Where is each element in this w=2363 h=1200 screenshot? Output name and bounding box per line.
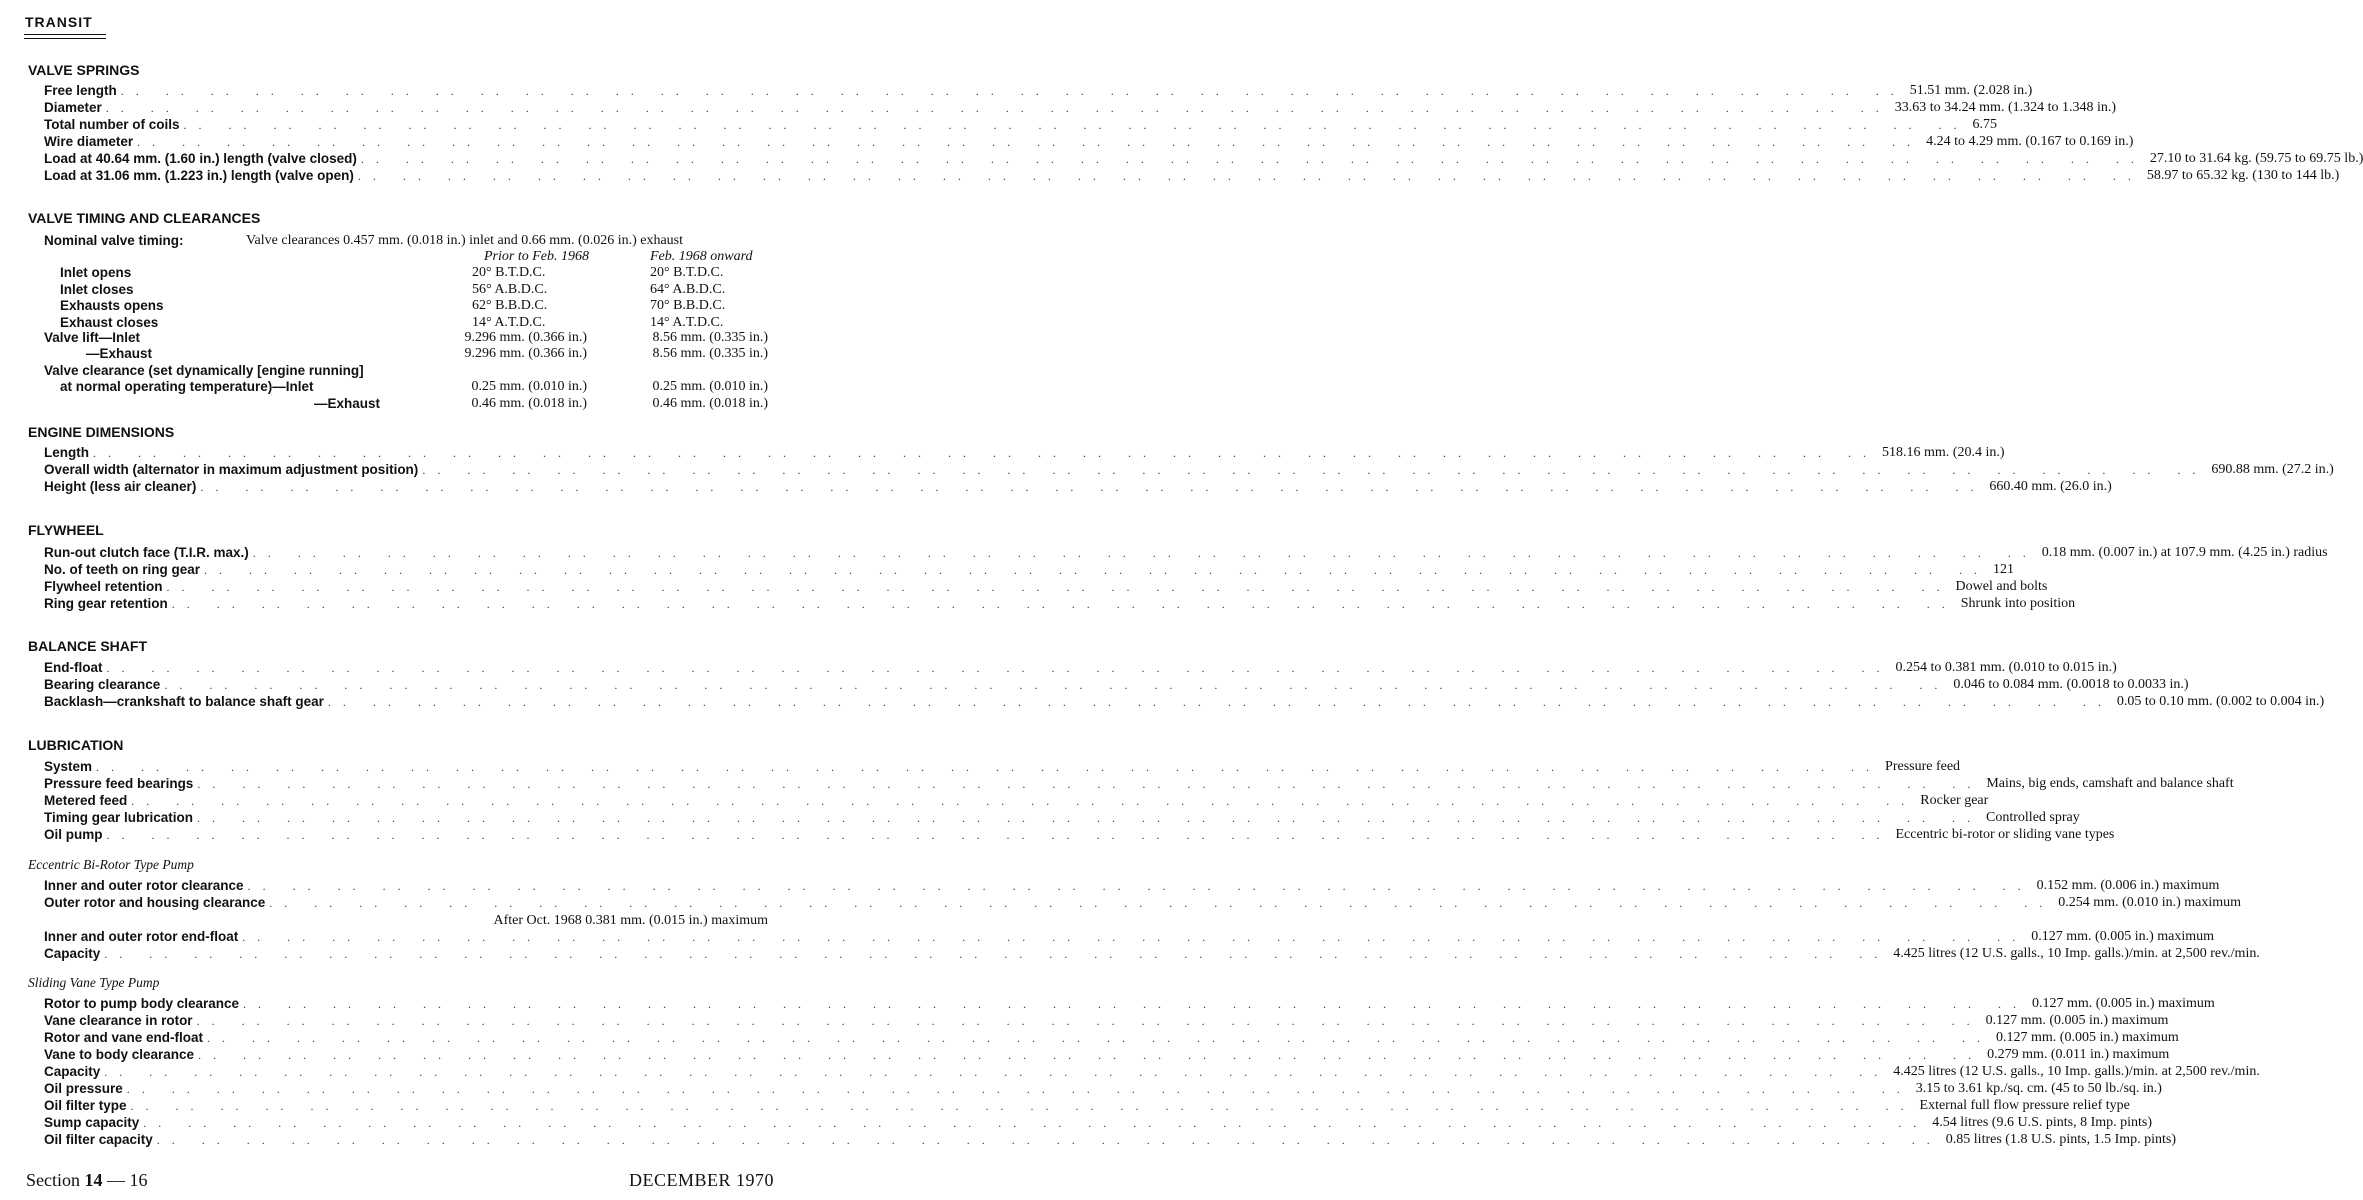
leader-dots: .. .. .. .. .. .. .. .. .. .. .. .. .. .. .. .. .. .. .. .. .. .. .. .. .. .. .. .. .. .. .. .. .. .. .. .. .. .. .. ..	[96, 760, 1882, 774]
spec-label: Rotor and vane end-float	[44, 1030, 204, 1045]
spec-label: Capacity	[44, 946, 101, 961]
spec-label: Overall width (alternator in maximum adjustment position)	[44, 462, 419, 477]
column-header-prior: Prior to Feb. 1968	[484, 249, 589, 264]
footer-date: DECEMBER 1970	[628, 1170, 774, 1190]
spec-row	[44, 928, 2215, 945]
timing-value-prior: 56° A.B.D.C.	[472, 281, 548, 297]
leader-dots: .. .. .. .. .. .. .. .. .. .. .. .. .. .. .. .. .. .. .. .. .. .. .. .. .. .. .. .. .. .. .. .. .. .. .. .. .. .. .. ..	[166, 580, 1952, 594]
valve-lift-inlet-label: Valve lift—Inlet	[44, 330, 141, 345]
leader-dots: .. .. .. .. .. .. .. .. .. .. .. .. .. .. .. .. .. .. .. .. .. .. .. .. .. .. .. .. .. .. .. .. .. .. .. .. .. .. .. ..	[207, 1031, 1993, 1045]
spec-value: 660.40 mm. (26.0 in.)	[1989, 479, 2112, 494]
valve-lift-exhaust-value-onward: 8.56 mm. (0.335 in.)	[652, 346, 768, 361]
leader-dots: .. .. .. .. .. .. .. .. .. .. .. .. .. .. .. .. .. .. .. .. .. .. .. .. .. .. .. .. .. .. .. .. .. .. .. .. .. .. .. ..	[104, 947, 1890, 961]
leader-dots: .. .. .. .. .. .. .. .. .. .. .. .. .. .. .. .. .. .. .. .. .. .. .. .. .. .. .. .. .. .. .. .. .. .. .. .. .. .. .. ..	[137, 135, 1923, 149]
spec-value: 4.24 to 4.29 mm. (0.167 to 0.169 in.)	[1926, 134, 2134, 149]
spec-value: 6.75	[1972, 117, 1998, 132]
leader-dots: .. .. .. .. .. .. .. .. .. .. .. .. .. .. .. .. .. .. .. .. .. .. .. .. .. .. .. .. .. .. .. .. .. .. .. .. .. .. .. ..	[357, 169, 2143, 183]
spec-value: 33.63 to 34.24 mm. (1.324 to 1.348 in.)	[1894, 100, 2117, 115]
subsection-title-bi-rotor: Eccentric Bi-Rotor Type Pump	[28, 857, 194, 872]
spec-label: Oil filter type	[44, 1098, 127, 1113]
leader-dots: .. .. .. .. .. .. .. .. .. .. .. .. .. .. .. .. .. .. .. .. .. .. .. .. .. .. .. .. .. .. .. .. .. .. .. .. .. .. .. ..	[183, 118, 1969, 132]
spec-row	[44, 116, 1998, 133]
spec-label: Free length	[44, 83, 117, 98]
spec-row	[44, 826, 2115, 843]
timing-value-prior: 62° B.B.D.C.	[472, 298, 548, 313]
spec-value: 4.425 litres (12 U.S. galls., 10 Imp. galls.)/min. at 2,500 rev./min.	[1893, 1064, 2260, 1079]
valve-clearance-inlet-value-prior: 0.25 mm. (0.010 in.)	[471, 379, 587, 394]
spec-value: External full flow pressure relief type	[1919, 1098, 2130, 1113]
spec-label: Length	[44, 445, 89, 460]
footer-section	[26, 1170, 148, 1191]
spec-row	[44, 995, 2215, 1012]
footer-section-number: 14	[84, 1170, 103, 1190]
spec-row	[44, 1029, 2179, 1046]
spec-row	[44, 775, 2234, 792]
spec-value: 4.425 litres (12 U.S. galls., 10 Imp. galls.)/min. at 2,500 rev./min.	[1893, 946, 2260, 961]
spec-label: Pressure feed bearings	[44, 776, 194, 791]
column-header-onward: Feb. 1968 onward	[650, 249, 753, 264]
spec-label: Metered feed	[44, 793, 128, 808]
spec-label: System	[44, 759, 93, 774]
leader-dots: .. .. .. .. .. .. .. .. .. .. .. .. .. .. .. .. .. .. .. .. .. .. .. .. .. .. .. .. .. .. .. .. .. .. .. .. .. .. .. ..	[93, 446, 1878, 460]
spec-row	[44, 1097, 2130, 1114]
spec-row	[44, 595, 2076, 612]
leader-dots: .. .. .. .. .. .. .. .. .. .. .. .. .. .. .. .. .. .. .. .. .. .. .. .. .. .. .. .. .. .. .. .. .. .. .. .. .. .. .. ..	[164, 678, 1950, 692]
spec-value: 0.127 mm. (0.005 in.) maximum	[2032, 996, 2215, 1011]
spec-label: Oil pump	[44, 827, 103, 842]
after-oct-1968-note: After Oct. 1968 0.381 mm. (0.015 in.) maximum	[493, 913, 768, 928]
spec-label: Oil pressure	[44, 1081, 123, 1096]
spec-label: Timing gear lubrication	[44, 810, 194, 825]
valve-clearance-exhaust-value-prior: 0.46 mm. (0.018 in.)	[471, 396, 587, 411]
spec-row	[44, 578, 2048, 595]
leader-dots: .. .. .. .. .. .. .. .. .. .. .. .. .. .. .. .. .. .. .. .. .. .. .. .. .. .. .. .. .. .. .. .. .. .. .. .. .. .. .. ..	[204, 563, 1990, 577]
valve-clearance-inlet-label: at normal operating temperature)—Inlet	[60, 379, 314, 394]
leader-dots: .. .. .. .. .. .. .. .. .. .. .. .. .. .. .. .. .. .. .. .. .. .. .. .. .. .. .. .. .. .. .. .. .. .. .. .. .. .. .. ..	[104, 1065, 1890, 1079]
header-rule	[24, 34, 106, 35]
timing-value-onward: 70° B.B.D.C.	[650, 298, 726, 313]
leader-dots: .. .. .. .. .. .. .. .. .. .. .. .. .. .. .. .. .. .. .. .. .. .. .. .. .. .. .. .. .. .. .. .. .. .. .. .. .. .. .. ..	[126, 1082, 1912, 1096]
footer-section-prefix: Section	[26, 1170, 80, 1190]
section-title-engine-dimensions: ENGINE DIMENSIONS	[28, 424, 175, 440]
spec-value: 27.10 to 31.64 kg. (59.75 to 69.75 lb.)	[2149, 151, 2363, 166]
spec-label: Backlash—crankshaft to balance shaft gear	[44, 694, 324, 709]
spec-row	[44, 1046, 2170, 1063]
leader-dots: .. .. .. .. .. .. .. .. .. .. .. .. .. .. .. .. .. .. .. .. .. .. .. .. .. .. .. .. .. .. .. .. .. .. .. .. .. .. .. ..	[247, 879, 2033, 893]
spec-value: 0.254 mm. (0.010 in.) maximum	[2058, 895, 2242, 910]
spec-label: Oil filter capacity	[44, 1132, 153, 1147]
spec-row	[44, 461, 2334, 478]
spec-value: 121	[1993, 562, 2015, 577]
spec-value: 4.54 litres (9.6 U.S. pints, 8 Imp. pints)	[1932, 1115, 2153, 1130]
nominal-timing-label: Nominal valve timing:	[44, 233, 184, 248]
spec-row	[44, 150, 2363, 167]
leader-dots: .. .. .. .. .. .. .. .. .. .. .. .. .. .. .. .. .. .. .. .. .. .. .. .. .. .. .. .. .. .. .. .. .. .. .. .. .. .. .. ..	[156, 1133, 1942, 1147]
spec-label: No. of teeth on ring gear	[44, 562, 201, 577]
valve-lift-exhaust-value-prior: 9.296 mm. (0.366 in.)	[464, 346, 587, 361]
leader-dots: .. .. .. .. .. .. .. .. .. .. .. .. .. .. .. .. .. .. .. .. .. .. .. .. .. .. .. .. .. .. .. .. .. .. .. .. .. .. .. ..	[327, 695, 2113, 709]
section-title-valve-timing: VALVE TIMING AND CLEARANCES	[28, 210, 261, 226]
spec-label: Load at 40.64 mm. (1.60 in.) length (valve closed)	[44, 151, 357, 166]
spec-label: Diameter	[44, 100, 102, 115]
spec-label: Capacity	[44, 1064, 101, 1079]
spec-row	[44, 133, 2134, 150]
leader-dots: .. .. .. .. .. .. .. .. .. .. .. .. .. .. .. .. .. .. .. .. .. .. .. .. .. .. .. .. .. .. .. .. .. .. .. .. .. .. .. ..	[242, 930, 2028, 944]
timing-value-prior: 20° B.T.D.C.	[472, 265, 546, 280]
spec-label: Outer rotor and housing clearance	[44, 895, 266, 910]
header-rule	[24, 38, 106, 39]
spec-row	[44, 444, 2005, 461]
leader-dots: .. .. .. .. .. .. .. .. .. .. .. .. .. .. .. .. .. .. .. .. .. .. .. .. .. .. .. .. .. .. .. .. .. .. .. .. .. .. .. ..	[197, 777, 1983, 791]
leader-dots: .. .. .. .. .. .. .. .. .. .. .. .. .. .. .. .. .. .. .. .. .. .. .. .. .. .. .. .. .. .. .. .. .. .. .. .. .. .. .. ..	[360, 152, 2146, 166]
leader-dots: .. .. .. .. .. .. .. .. .. .. .. .. .. .. .. .. .. .. .. .. .. .. .. .. .. .. .. .. .. .. .. .. .. .. .. .. .. .. .. ..	[252, 546, 2038, 560]
timing-label: Inlet opens	[60, 265, 132, 280]
leader-dots: .. .. .. .. .. .. .. .. .. .. .. .. .. .. .. .. .. .. .. .. .. .. .. .. .. .. .. .. .. .. .. .. .. .. .. .. .. .. .. ..	[200, 480, 1986, 494]
spec-label: Wire diameter	[44, 134, 134, 149]
leader-dots: .. .. .. .. .. .. .. .. .. .. .. .. .. .. .. .. .. .. .. .. .. .. .. .. .. .. .. .. .. .. .. .. .. .. .. .. .. .. .. ..	[422, 463, 2208, 477]
spec-row	[44, 99, 2117, 116]
spec-row	[44, 1131, 2177, 1148]
timing-value-onward: 20° B.T.D.C.	[650, 265, 724, 280]
spec-value: Mains, big ends, camshaft and balance shaft	[1986, 776, 2234, 791]
spec-label: Bearing clearance	[44, 677, 161, 692]
leader-dots: .. .. .. .. .. .. .. .. .. .. .. .. .. .. .. .. .. .. .. .. .. .. .. .. .. .. .. .. .. .. .. .. .. .. .. .. .. .. .. ..	[196, 1014, 1982, 1028]
leader-dots: .. .. .. .. .. .. .. .. .. .. .. .. .. .. .. .. .. .. .. .. .. .. .. .. .. .. .. .. .. .. .. .. .. .. .. .. .. .. .. ..	[197, 811, 1983, 825]
spec-label: Height (less air cleaner)	[44, 479, 197, 494]
spec-row	[44, 945, 2260, 962]
valve-clearance-label: Valve clearance (set dynamically [engine running]	[44, 363, 364, 378]
page-header: TRANSIT	[25, 14, 93, 30]
timing-value-onward: 14° A.T.D.C.	[650, 314, 724, 330]
footer-page-suffix: — 16	[107, 1170, 148, 1190]
spec-value: Controlled spray	[1986, 810, 2080, 825]
timing-label: Exhaust closes	[60, 314, 159, 330]
timing-value-prior: 14° A.T.D.C.	[472, 314, 546, 330]
spec-row	[44, 1114, 2153, 1131]
spec-row	[44, 758, 1961, 775]
spec-row	[44, 167, 2340, 184]
leader-dots: .. .. .. .. .. .. .. .. .. .. .. .. .. .. .. .. .. .. .. .. .. .. .. .. .. .. .. .. .. .. .. .. .. .. .. .. .. .. .. ..	[106, 661, 1892, 675]
leader-dots: .. .. .. .. .. .. .. .. .. .. .. .. .. .. .. .. .. .. .. .. .. .. .. .. .. .. .. .. .. .. .. .. .. .. .. .. .. .. .. ..	[131, 794, 1917, 808]
spec-row	[44, 82, 2033, 99]
spec-value: 0.152 mm. (0.006 in.) maximum	[2036, 878, 2220, 893]
spec-row	[44, 676, 2189, 693]
leader-dots: .. .. .. .. .. .. .. .. .. .. .. .. .. .. .. .. .. .. .. .. .. .. .. .. .. .. .. .. .. .. .. .. .. .. .. .. .. .. .. ..	[130, 1099, 1916, 1113]
leader-dots: .. .. .. .. .. .. .. .. .. .. .. .. .. .. .. .. .. .. .. .. .. .. .. .. .. .. .. .. .. .. .. .. .. .. .. .. .. .. .. ..	[143, 1116, 1929, 1130]
spec-row	[44, 693, 2325, 710]
spec-label: Load at 31.06 mm. (1.223 in.) length (valve open)	[44, 168, 354, 183]
spec-row	[44, 544, 2328, 561]
timing-label: Inlet closes	[60, 281, 134, 297]
spec-row	[44, 894, 2242, 911]
spec-value: 0.18 mm. (0.007 in.) at 107.9 mm. (4.25 in.) radius	[2041, 545, 2328, 560]
valve-lift-inlet-value-prior: 9.296 mm. (0.366 in.)	[464, 330, 587, 345]
spec-row	[44, 1012, 2169, 1029]
spec-value: 0.046 to 0.084 mm. (0.0018 to 0.0033 in.)	[1953, 677, 2189, 692]
timing-value-onward: 64° A.B.D.C.	[650, 281, 726, 297]
spec-value: 0.05 to 0.10 mm. (0.002 to 0.004 in.)	[2116, 694, 2325, 709]
leader-dots: .. .. .. .. .. .. .. .. .. .. .. .. .. .. .. .. .. .. .. .. .. .. .. .. .. .. .. .. .. .. .. .. .. .. .. .. .. .. .. ..	[171, 597, 1957, 611]
leader-dots: .. .. .. .. .. .. .. .. .. .. .. .. .. .. .. .. .. .. .. .. .. .. .. .. .. .. .. .. .. .. .. .. .. .. .. .. .. .. .. ..	[106, 828, 1892, 842]
spec-label: Inner and outer rotor clearance	[44, 878, 244, 893]
spec-label: Ring gear retention	[44, 596, 168, 611]
valve-clearance-exhaust-label: —Exhaust	[314, 396, 381, 411]
section-title-valve-springs: VALVE SPRINGS	[28, 62, 140, 78]
spec-label: Total number of coils	[44, 117, 180, 132]
spec-label: Vane to body clearance	[44, 1047, 195, 1062]
spec-value: Shrunk into position	[1960, 596, 2076, 611]
spec-value: 0.279 mm. (0.011 in.) maximum	[1987, 1047, 2170, 1062]
valve-lift-inlet-value-onward: 8.56 mm. (0.335 in.)	[652, 330, 768, 345]
spec-label: End-float	[44, 660, 103, 675]
spec-row	[44, 792, 1989, 809]
valve-clearance-exhaust-value-onward: 0.46 mm. (0.018 in.)	[652, 396, 768, 411]
spec-value: 51.51 mm. (2.028 in.)	[1909, 83, 2033, 98]
spec-value: Dowel and bolts	[1955, 579, 2048, 594]
spec-label: Run-out clutch face (T.I.R. max.)	[44, 545, 249, 560]
spec-label: Flywheel retention	[44, 579, 163, 594]
spec-row	[44, 809, 2080, 826]
spec-value: 0.127 mm. (0.005 in.) maximum	[1996, 1030, 2179, 1045]
spec-label: Vane clearance in rotor	[44, 1013, 193, 1028]
spec-label: Sump capacity	[44, 1115, 140, 1130]
spec-row	[44, 561, 2015, 578]
spec-value: 690.88 mm. (27.2 in.)	[2211, 462, 2334, 477]
valve-clearance-inlet-value-onward: 0.25 mm. (0.010 in.)	[652, 379, 768, 394]
subsection-title-sliding-vane: Sliding Vane Type Pump	[28, 975, 160, 990]
spec-label: Rotor to pump body clearance	[44, 996, 240, 1011]
spec-row	[44, 1080, 2162, 1097]
spec-value: 58.97 to 65.32 kg. (130 to 144 lb.)	[2146, 168, 2340, 183]
section-title-balance-shaft: BALANCE SHAFT	[28, 638, 147, 654]
section-title-flywheel: FLYWHEEL	[28, 522, 104, 538]
spec-value: Rocker gear	[1920, 793, 1989, 808]
spec-value: 3.15 to 3.61 kp./sq. cm. (45 to 50 lb./sq. in.)	[1915, 1081, 2162, 1096]
timing-label: Exhausts opens	[60, 298, 164, 313]
spec-label: Inner and outer rotor end-float	[44, 929, 239, 944]
spec-value: 0.85 litres (1.8 U.S. pints, 1.5 Imp. pints)	[1945, 1132, 2177, 1147]
spec-row	[44, 478, 2112, 495]
spec-value: Pressure feed	[1885, 759, 1961, 774]
nominal-timing-text: Valve clearances 0.457 mm. (0.018 in.) inlet and 0.66 mm. (0.026 in.) exhaust	[246, 233, 684, 248]
spec-row	[44, 877, 2220, 894]
leader-dots: .. .. .. .. .. .. .. .. .. .. .. .. .. .. .. .. .. .. .. .. .. .. .. .. .. .. .. .. .. .. .. .. .. .. .. .. .. .. .. ..	[198, 1048, 1984, 1062]
leader-dots: .. .. .. .. .. .. .. .. .. .. .. .. .. .. .. .. .. .. .. .. .. .. .. .. .. .. .. .. .. .. .. .. .. .. .. .. .. .. .. ..	[120, 84, 1906, 98]
leader-dots: .. .. .. .. .. .. .. .. .. .. .. .. .. .. .. .. .. .. .. .. .. .. .. .. .. .. .. .. .. .. .. .. .. .. .. .. .. .. .. ..	[243, 997, 2029, 1011]
valve-lift-exhaust-label: —Exhaust	[86, 346, 153, 361]
section-title-lubrication: LUBRICATION	[28, 737, 124, 753]
leader-dots: .. .. .. .. .. .. .. .. .. .. .. .. .. .. .. .. .. .. .. .. .. .. .. .. .. .. .. .. .. .. .. .. .. .. .. .. .. .. .. ..	[269, 896, 2055, 910]
spec-row	[44, 659, 2117, 676]
spec-row	[44, 1063, 2260, 1080]
spec-value: 0.127 mm. (0.005 in.) maximum	[1985, 1013, 2169, 1028]
spec-value: 0.127 mm. (0.005 in.) maximum	[2031, 929, 2215, 944]
spec-value: 518.16 mm. (20.4 in.)	[1882, 445, 2005, 460]
leader-dots: .. .. .. .. .. .. .. .. .. .. .. .. .. .. .. .. .. .. .. .. .. .. .. .. .. .. .. .. .. .. .. .. .. .. .. .. .. .. .. ..	[105, 101, 1891, 115]
spec-value: 0.254 to 0.381 mm. (0.010 to 0.015 in.)	[1895, 660, 2117, 675]
spec-value: Eccentric bi-rotor or sliding vane types	[1895, 827, 2115, 842]
